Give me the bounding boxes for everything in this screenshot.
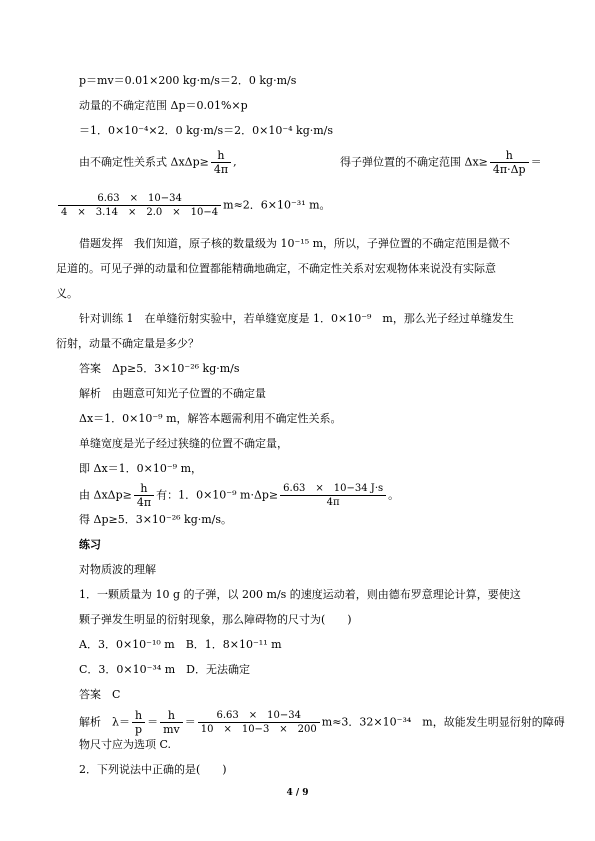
exercise-1-dx: Δx＝1．0×10⁻⁹ m，解答本题需利用不确定性关系。 bbox=[79, 412, 342, 425]
fraction-h-over-mv: $\frac{h}{mv}$ bbox=[160, 709, 183, 736]
text: m≈3．32×10⁻³⁴ m，故能发生明显衍射的障碍 bbox=[321, 715, 565, 729]
line-uncertainty-relation: 由不确定性关系式 ΔxΔp≥ $\frac{h}{4\pi}$ , bbox=[79, 149, 237, 176]
question-1-conclusion: 物尺寸应为选项 C. bbox=[79, 738, 172, 751]
question-1-line-1: 1．一颗质量为 10 g 的子弹，以 200 m/s 的速度运动着，则由德布罗意理论计算，要使这 bbox=[79, 588, 521, 601]
line-insight-2: 足道的。可见子弹的动量和位置都能精确地确定，不确定性关系对宏观物体来说没有实际意 bbox=[56, 262, 496, 275]
exercise-1-question-2: 衍射，动量不确定量是多少？ bbox=[56, 337, 199, 350]
options-c-d: C．3．0×10⁻³⁴ m D．无法确定 bbox=[79, 663, 250, 676]
exercise-1-slit: 单缝宽度是光子经过狭缝的位置不确定量， bbox=[79, 437, 288, 450]
exercise-1-analysis: 解析 由题意可知光子位置的不确定量 bbox=[79, 387, 266, 400]
line-insight-3: 义。 bbox=[56, 287, 78, 300]
text: 有：1．0×10⁻⁹ m·Δp≥ bbox=[156, 488, 279, 502]
line-momentum: p＝mv＝0.01×200 kg·m/s＝2．0 kg·m/s bbox=[79, 74, 297, 87]
fraction-h-over-4pi: $\frac{h}{4\pi}$ bbox=[211, 149, 231, 176]
exercise-1-question-1: 针对训练 1 在单缝衍射实验中，若单缝宽度是 1．0×10⁻⁹ m，那么光子经过单缝发生 bbox=[79, 312, 514, 325]
line-momentum-range: 动量的不确定范围 Δp＝0.01%×p bbox=[79, 99, 248, 112]
text: 由不确定性关系式 ΔxΔp≥ bbox=[79, 155, 209, 169]
question-1-line-2: 颗子弹发生明显的衍射现象，那么障碍物的尺寸为( ) bbox=[79, 613, 352, 626]
fraction-h-over-4pi: $\frac{h}{4\pi}$ bbox=[134, 482, 154, 509]
line-position-range bbox=[340, 149, 542, 176]
text: ＝ bbox=[147, 715, 159, 729]
fraction-numeric: $\frac{6.63 \times 10-34}{4 \times 3.14 \times 2.0 \times 10-4}$ bbox=[58, 192, 221, 219]
text: 。 bbox=[388, 488, 400, 502]
text: m≈2．6×10⁻³¹ m。 bbox=[223, 198, 331, 212]
fraction-wavelength: $\frac{6.63 \times 10-34}{10 \times 10-3 \times 200}$ bbox=[198, 709, 320, 736]
fraction-h-over-p: $\frac{h}{p}$ bbox=[132, 709, 145, 736]
text: 得子弹位置的不确定范围 Δx≥ bbox=[340, 155, 488, 169]
question-2: 2．下列说法中正确的是( ) bbox=[79, 763, 227, 776]
question-1-analysis bbox=[79, 709, 565, 736]
exercise-1-relation bbox=[79, 482, 399, 509]
line-position-result bbox=[56, 192, 331, 219]
text: 解析 λ＝ bbox=[79, 715, 130, 729]
page-number: 4 / 9 bbox=[286, 788, 309, 798]
text: ＝ bbox=[184, 715, 196, 729]
text: 由 ΔxΔp≥ bbox=[79, 488, 132, 502]
fraction-planck-over-4pi: $\frac{6.63 \times 10-34 J\cdot s}{4\pi}$ bbox=[280, 482, 386, 509]
exercise-1-result: 得 Δp≥5．3×10⁻²⁶ kg·m/s。 bbox=[79, 513, 233, 526]
exercise-1-answer: 答案 Δp≥5．3×10⁻²⁶ kg·m/s bbox=[79, 362, 240, 375]
options-a-b: A．3．0×10⁻¹⁰ m B．1．8×10⁻¹¹ m bbox=[79, 638, 282, 651]
fraction-h-over-4pi-dp: $\frac{h}{4\pi\cdot\Delta p}$ bbox=[490, 149, 529, 176]
question-1-answer: 答案 C bbox=[79, 688, 121, 701]
subsection-heading: 对物质波的理解 bbox=[79, 563, 156, 576]
text: ＝ bbox=[530, 155, 542, 169]
line-insight-1: 借题发挥 我们知道，原子核的数量级为 10⁻¹⁵ m，所以，子弹位置的不确定范围是微不 bbox=[79, 237, 511, 250]
line-momentum-calc: ＝1．0×10⁻⁴×2．0 kg·m/s＝2．0×10⁻⁴ kg·m/s bbox=[79, 124, 334, 137]
section-heading-practice: 练习 bbox=[79, 538, 101, 551]
exercise-1-dx-value: 即 Δx＝1．0×10⁻⁹ m， bbox=[79, 462, 202, 475]
